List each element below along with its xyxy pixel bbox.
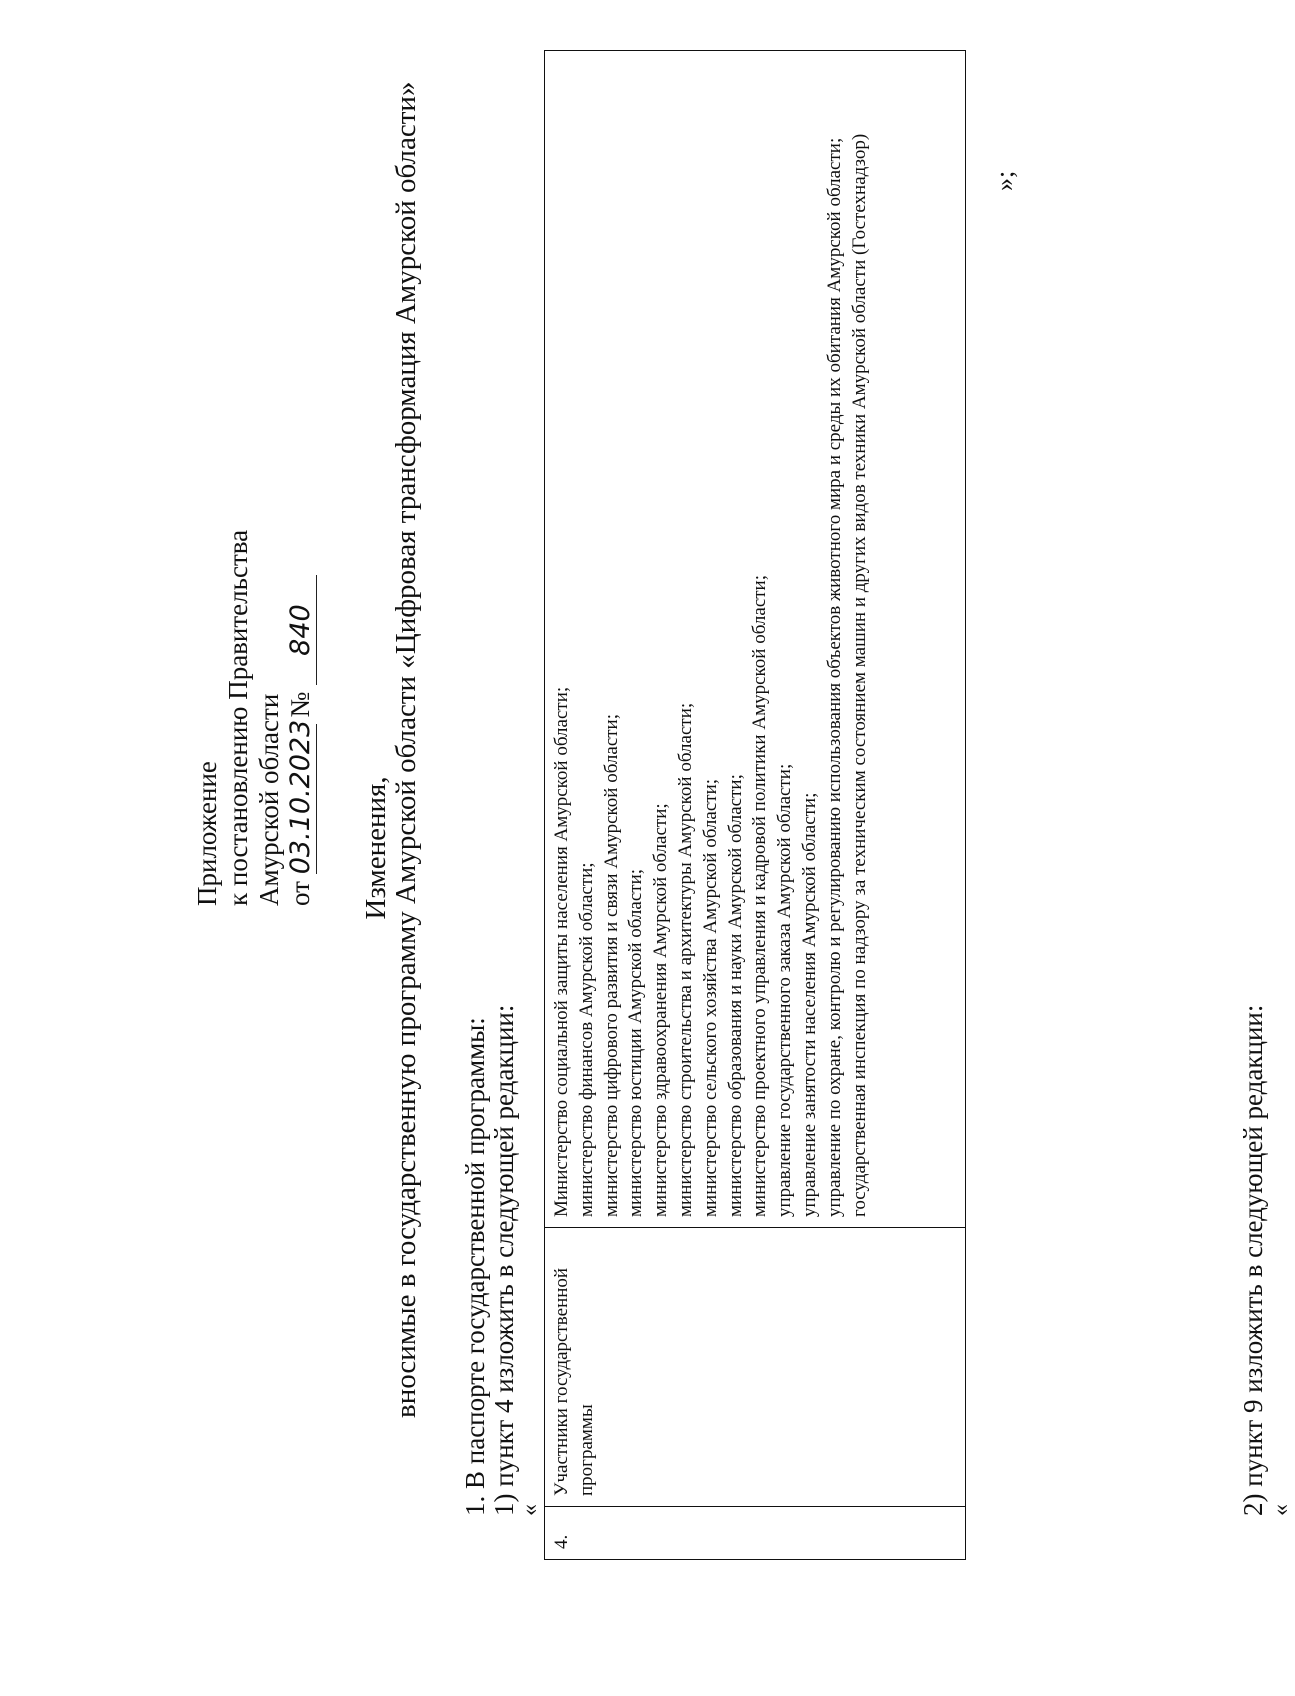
closing-quote: »; bbox=[990, 170, 1019, 191]
participants-cell bbox=[545, 51, 966, 1228]
participant-item: министерство строительства и архитектуры Амурской области; bbox=[674, 702, 696, 1217]
participant-item: управление по охране, контролю и регулированию использования объектов животного мира и среды их обитания Амурской области; bbox=[823, 137, 845, 1217]
passport-table bbox=[544, 50, 966, 1560]
participant-item: государственная инспекция по надзору за техническим состоянием машин и других видов техники Амурской области (Гостехнадзор) bbox=[848, 133, 870, 1217]
open-quote-1: « bbox=[517, 1504, 543, 1516]
handwritten-number: 840 bbox=[285, 575, 317, 685]
row-number: 4. bbox=[545, 1507, 966, 1560]
participant-item: министерство сельского хозяйства Амурской области; bbox=[699, 778, 721, 1217]
participant-item: министерство финансов Амурской области; bbox=[575, 862, 597, 1217]
appendix-block bbox=[192, 466, 317, 906]
participant-item: министерство проектного управления и кадровой политики Амурской области; bbox=[749, 574, 771, 1217]
appendix-line-3: Амурской области bbox=[254, 693, 284, 906]
open-quote-2: « bbox=[1268, 1504, 1294, 1516]
table-row bbox=[545, 51, 966, 1560]
row-label: Участники государственной программы bbox=[545, 1228, 966, 1507]
participant-item: министерство образования и науки Амурской области; bbox=[724, 774, 746, 1217]
appendix-date-line bbox=[285, 466, 317, 906]
participant-item: министерство цифрового развития и связи Амурской области; bbox=[600, 713, 622, 1217]
section-1-item-2: 2) пункт 9 изложить в следующей редакции: bbox=[1238, 1004, 1268, 1516]
participant-item: министерство юстиции Амурской области; bbox=[625, 868, 647, 1217]
participant-item: министерство здравоохранения Амурской области; bbox=[650, 803, 672, 1217]
from-label: от bbox=[285, 881, 315, 906]
appendix-line-2: к постановлению Правительства bbox=[223, 529, 253, 906]
section-1-heading: 1. В паспорте государственной программы: bbox=[460, 1017, 490, 1516]
document-title: Изменения, bbox=[360, 776, 392, 920]
number-label: № bbox=[285, 691, 315, 718]
participant-item: управление занятости населения Амурской области; bbox=[798, 792, 820, 1217]
participant-item: управление государственного заказа Амурской области; bbox=[774, 763, 796, 1217]
handwritten-date: 03.10.2023 bbox=[285, 719, 316, 875]
appendix-line-1: Приложение bbox=[192, 761, 222, 906]
section-1-item-1: 1) пункт 4 изложить в следующей редакции: bbox=[489, 1004, 519, 1516]
participant-item: Министерство социальной защиты населения Амурской области; bbox=[551, 686, 572, 1217]
document-subtitle: вносимые в государственную программу Амурской области «Цифровая трансформация Амурской области» bbox=[390, 81, 422, 1418]
